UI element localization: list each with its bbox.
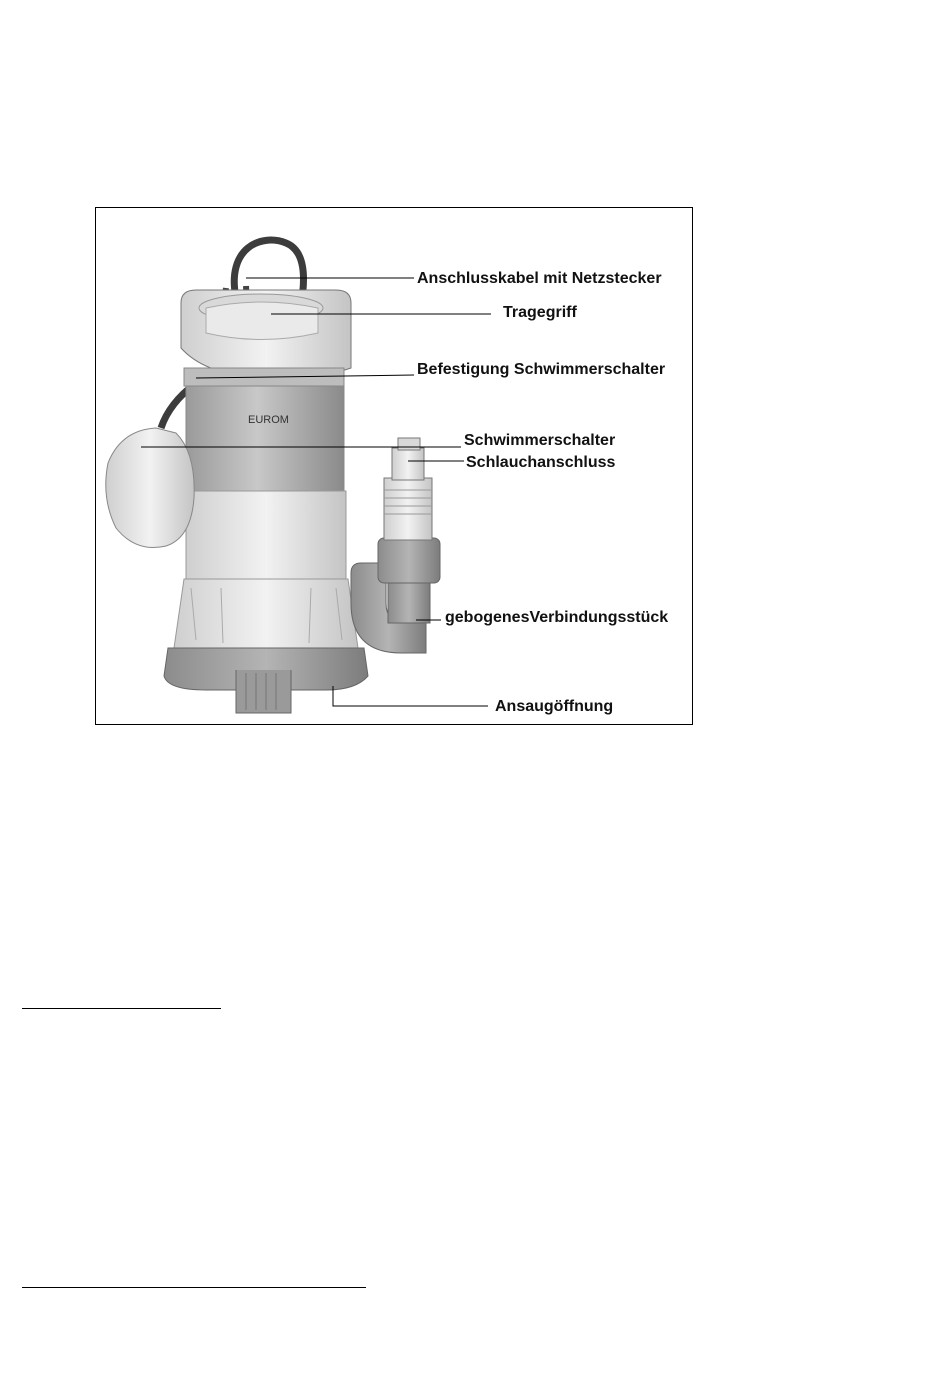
label-intake-opening: Ansaugöffnung xyxy=(495,698,614,715)
motor-housing xyxy=(186,386,344,491)
underline-rule-1 xyxy=(22,1008,221,1009)
label-hose-connector: Schlauchanschluss xyxy=(466,454,616,471)
float-switch xyxy=(106,428,194,548)
label-elbow-connector: gebogenesVerbindungsstück xyxy=(445,609,669,626)
label-carry-handle: Tragegriff xyxy=(503,304,577,321)
underline-rule-2 xyxy=(22,1287,366,1288)
intake-opening xyxy=(236,670,291,713)
label-power-cable: Anschlusskabel mit Netzstecker xyxy=(417,270,662,287)
label-float-switch: Schwimmerschalter xyxy=(464,432,616,449)
brand-logo: EUROM xyxy=(248,414,289,426)
product-figure xyxy=(95,207,693,725)
label-float-mount: Befestigung Schwimmerschalter xyxy=(417,361,666,378)
hose-connector xyxy=(384,478,432,540)
